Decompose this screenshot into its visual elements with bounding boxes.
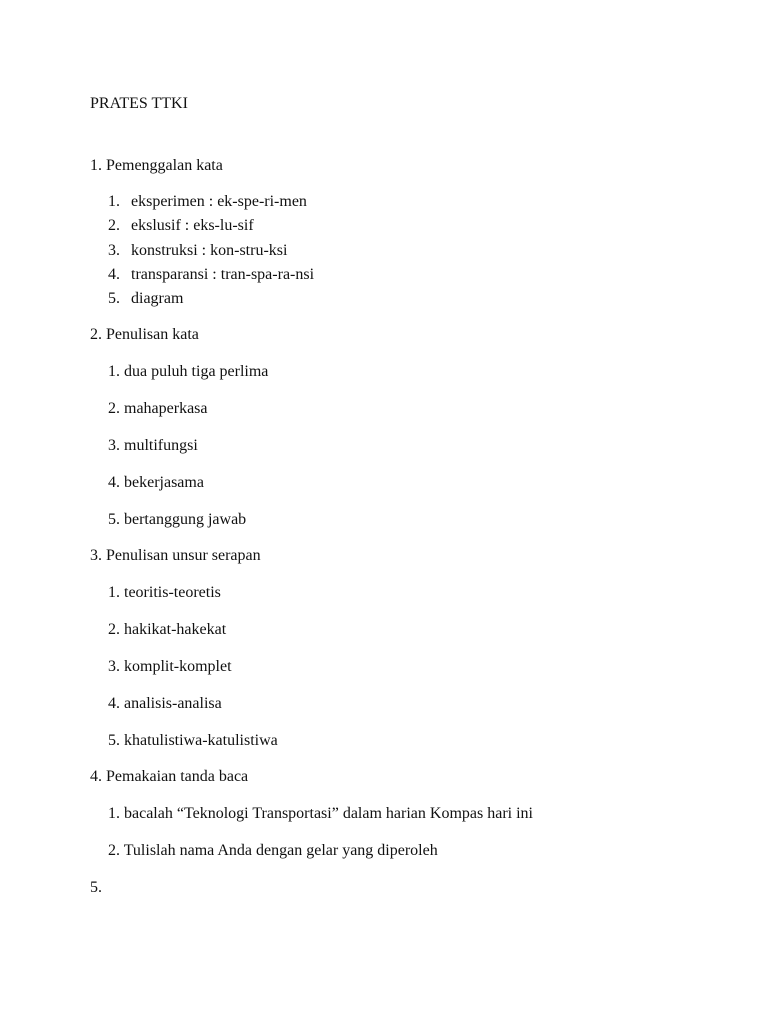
list-item: 4. bekerjasama bbox=[108, 474, 204, 491]
section-heading: 4. Pemakaian tanda baca bbox=[90, 768, 249, 785]
list-item-text: eksperimen : ek-spe-ri-men bbox=[131, 193, 307, 210]
list-item-text: transparansi : tran-spa-ra-nsi bbox=[131, 266, 315, 283]
document-title: PRATES TTKI bbox=[90, 95, 188, 112]
list-item: 1. teoritis-teoretis bbox=[108, 584, 221, 601]
list-item bbox=[108, 289, 183, 309]
list-item: 1. dua puluh tiga perlima bbox=[108, 363, 269, 380]
list-item-text: ekslusif : eks-lu-sif bbox=[131, 217, 254, 234]
list-item: 3. multifungsi bbox=[108, 437, 198, 454]
list-item: 4. analisis-analisa bbox=[108, 695, 222, 712]
list-item-number: 5. bbox=[108, 290, 120, 307]
section-heading: 3. Penulisan unsur serapan bbox=[90, 547, 261, 564]
list-item-number: 1. bbox=[108, 193, 120, 210]
list-item: 5. bertanggung jawab bbox=[108, 511, 247, 528]
list-item: 2. mahaperkasa bbox=[108, 400, 208, 417]
list-item bbox=[108, 265, 314, 285]
list-item: 3. komplit-komplet bbox=[108, 658, 232, 675]
list-item-number: 2. bbox=[108, 217, 120, 234]
list-item-text: konstruksi : kon-stru-ksi bbox=[131, 242, 288, 259]
list-item-number: 3. bbox=[108, 242, 120, 259]
list-item-number: 4. bbox=[108, 266, 120, 283]
section-heading: 2. Penulisan kata bbox=[90, 326, 199, 343]
list-item bbox=[108, 216, 254, 236]
list-item bbox=[108, 192, 307, 212]
list-item: 2. Tulislah nama Anda dengan gelar yang diperoleh bbox=[108, 842, 438, 859]
list-item: 1. bacalah “Teknologi Transportasi” dalam harian Kompas hari ini bbox=[108, 805, 533, 822]
section-heading: 1. Pemenggalan kata bbox=[90, 157, 223, 174]
section-heading: 5. bbox=[90, 879, 102, 896]
list-item: 2. hakikat-hakekat bbox=[108, 621, 227, 638]
list-item: 5. khatulistiwa-katulistiwa bbox=[108, 732, 278, 749]
list-item bbox=[108, 241, 287, 261]
list-item-text: diagram bbox=[131, 290, 184, 307]
